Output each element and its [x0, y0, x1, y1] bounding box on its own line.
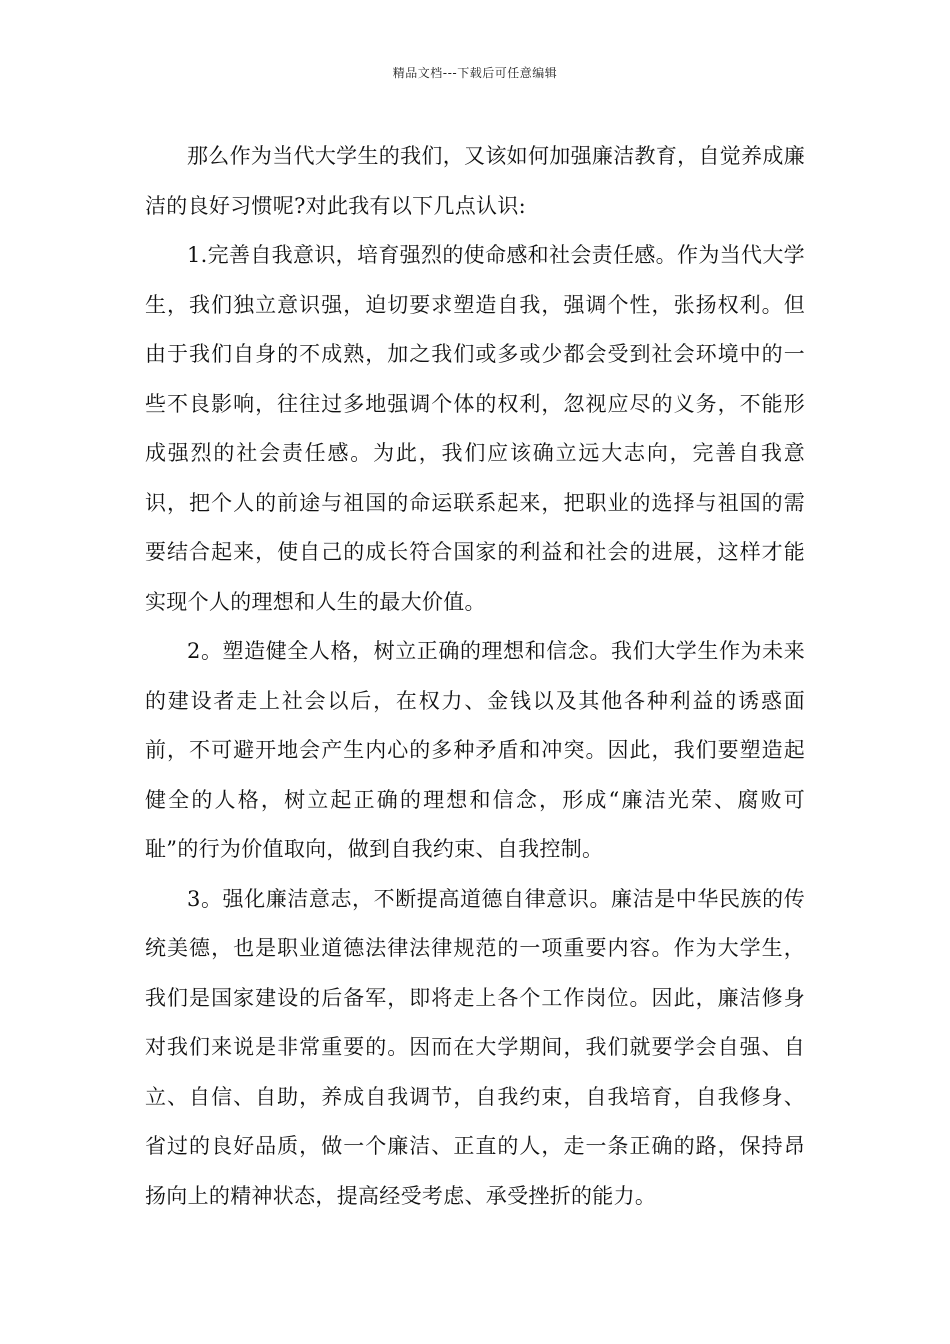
intro-paragraph: 那么作为当代大学生的我们，又该如何加强廉洁教育，自觉养成廉洁的良好习惯呢?对此我有以下几点认识: — [145, 144, 805, 218]
document-body — [145, 132, 805, 1221]
point-1-paragraph: 1.完善自我意识，培育强烈的使命感和社会责任感。作为当代大学生，我们独立意识强，迫切要求塑造自我，强调个性，张扬权利。但由于我们自身的不成熟，加之我们或多或少都会受到社会环境中的一些不良影响，往往过多地强调个体的权利，忽视应尽的义务，不能形成强烈的社会责任感。为此，我们应该确立远大志向，完善自我意识，把个人的前途与祖国的命运联系起来，把职业的选择与祖国的需要结合起来，使自己的成长符合国家的利益和社会的进展，这样才能实现个人的理想和人生的最大价值。 — [145, 243, 805, 614]
point-3-paragraph: 3。强化廉洁意志，不断提高道德自律意识。廉洁是中华民族的传统美德，也是职业道德法律法律规范的一项重要内容。作为大学生，我们是国家建设的后备军，即将走上各个工作岗位。因此，廉洁修身对我们来说是非常重要的。因而在大学期间，我们就要学会自强、自立、自信、自助，养成自我调节，自我约束，自我培育，自我修身、省过的良好品质，做一个廉洁、正直的人，走一条正确的路，保持昂扬向上的精神状态，提高经受考虑、承受挫折的能力。 — [145, 886, 805, 1208]
page-header: 精品文档---下载后可任意编辑 — [392, 66, 558, 80]
point-2-paragraph: 2。塑造健全人格，树立正确的理想和信念。我们大学生作为未来的建设者走上社会以后，在权力、金钱以及其他各种利益的诱惑面前，不可避开地会产生内心的多种矛盾和冲突。因此，我们要塑造起健全的人格，树立起正确的理想和信念，形成“廉洁光荣、腐败可耻”的行为价值取向，做到自我约束、自我控制。 — [145, 639, 805, 861]
